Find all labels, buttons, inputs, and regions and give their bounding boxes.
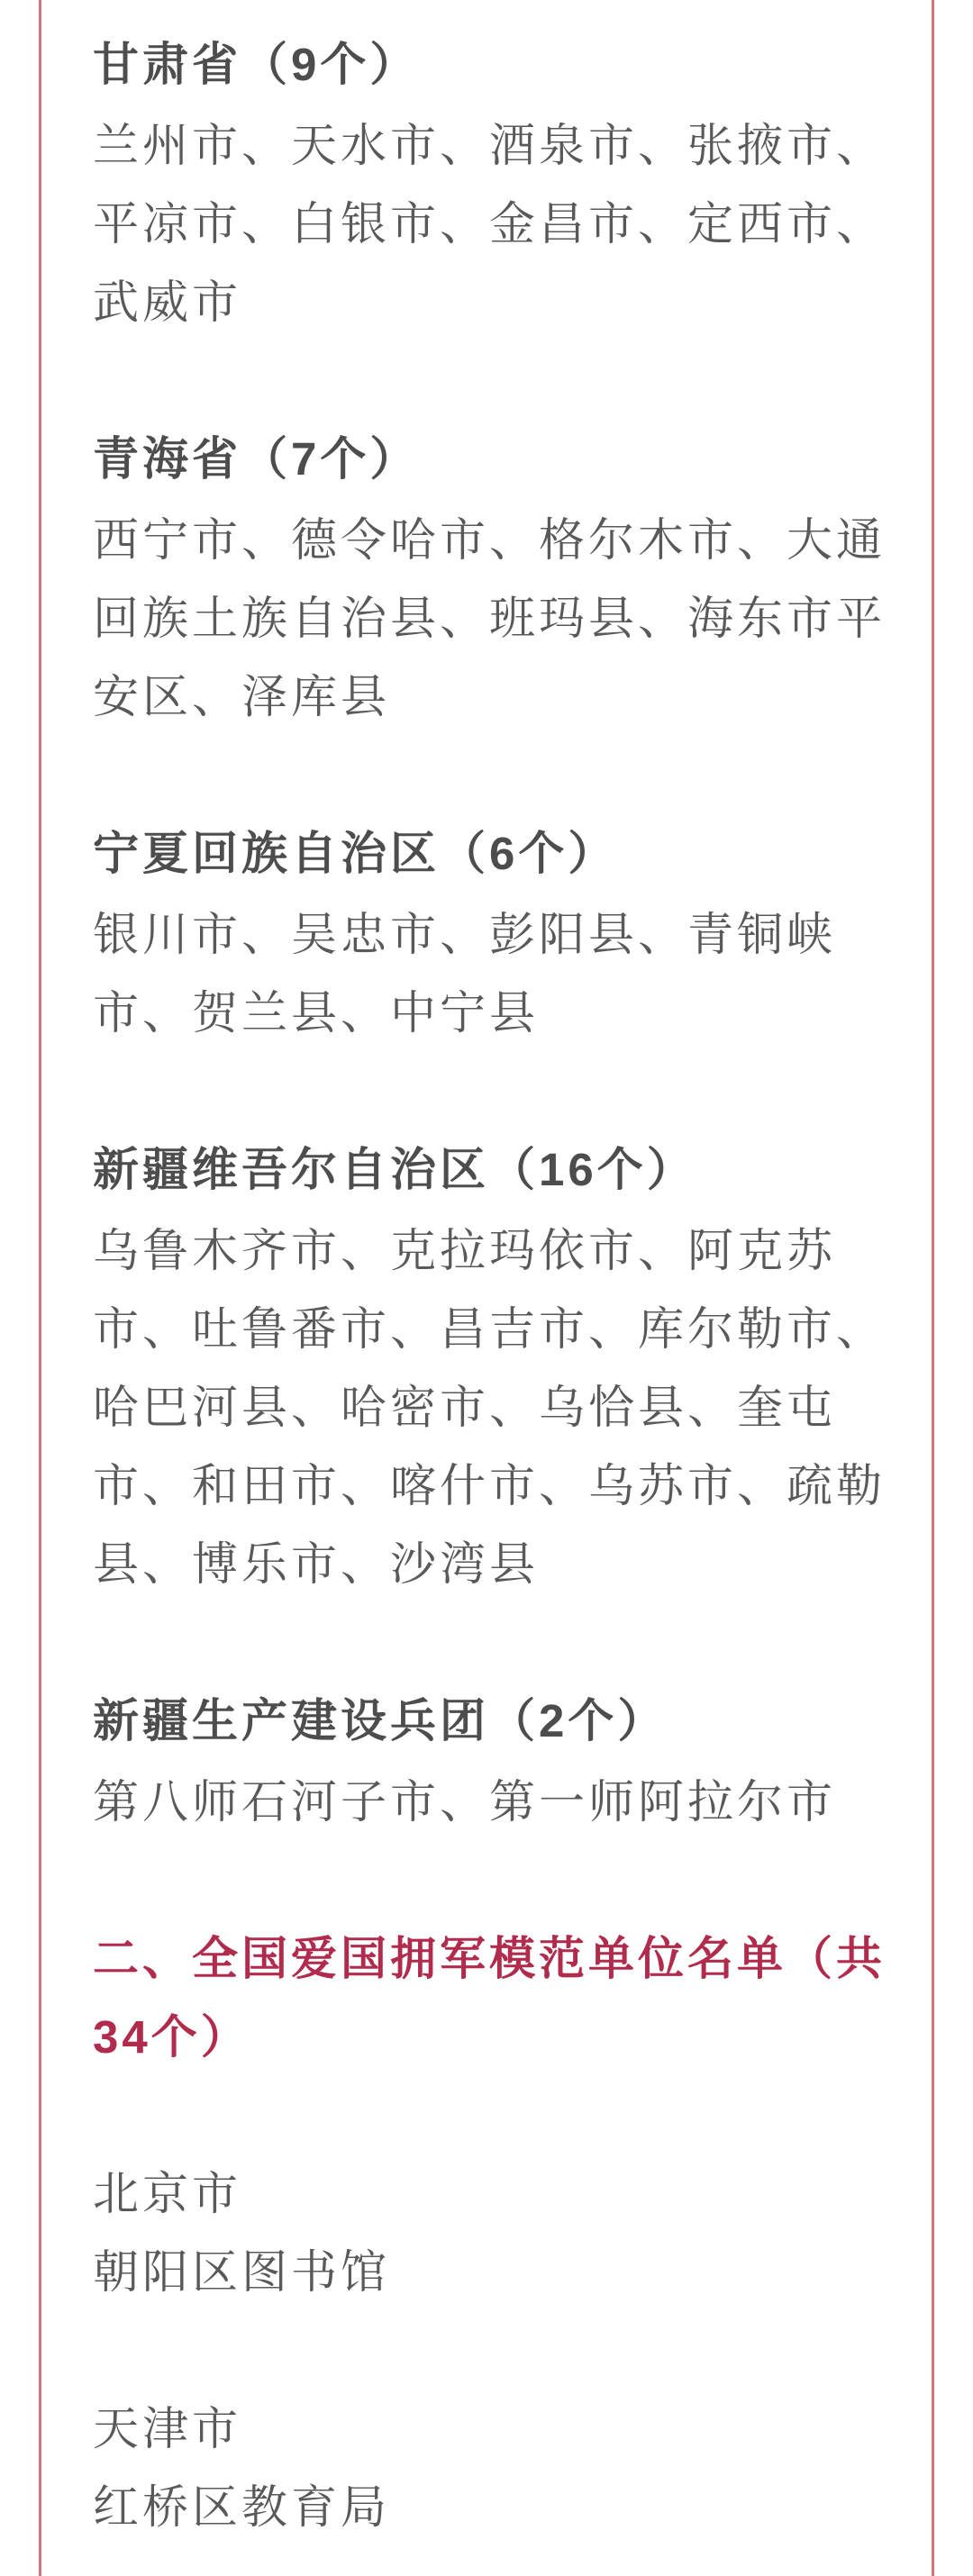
model-units-title-line: 二、全国爱国拥军模范单位名单（共	[93, 1933, 887, 1984]
city-list-line: 武威市	[93, 277, 242, 328]
city-list-line: 平凉市、白银市、金昌市、定西市、	[93, 198, 887, 249]
right-border-rule	[932, 0, 934, 2576]
unit-name: 朝阳区图书馆	[93, 2246, 391, 2298]
city-list-line: 西宁市、德令哈市、格尔木市、大通	[93, 514, 887, 566]
city-list-line: 市、贺兰县、中宁县	[93, 987, 540, 1039]
model-units-title-line: 34个）	[93, 2011, 250, 2063]
unit-region: 天津市	[93, 2403, 242, 2454]
province-heading: 青海省（7个）	[93, 433, 420, 485]
province-section-ningxia	[93, 814, 908, 1052]
article-content	[93, 25, 908, 2546]
province-section-gansu	[93, 25, 908, 341]
city-list-line: 回族土族自治县、班玛县、海东市平	[93, 593, 887, 644]
city-list-line: 银川市、吴忠市、彭阳县、青铜峡	[93, 909, 837, 960]
city-list-line: 安区、泽库县	[93, 671, 391, 722]
province-heading: 新疆维吾尔自治区（16个）	[93, 1144, 696, 1195]
city-list-line: 兰州市、天水市、酒泉市、张掖市、	[93, 120, 887, 171]
province-section-xpcc	[93, 1682, 908, 1841]
city-list-line: 第八师石河子市、第一师阿拉尔市	[93, 1776, 837, 1828]
unit-group-tianjin	[93, 2390, 908, 2546]
province-heading: 宁夏回族自治区（6个）	[93, 828, 618, 879]
province-heading: 甘肃省（9个）	[93, 39, 420, 90]
left-border-rule	[39, 0, 41, 2576]
city-list-line: 乌鲁木齐市、克拉玛依市、阿克苏	[93, 1225, 837, 1276]
unit-group-beijing	[93, 2154, 908, 2311]
unit-region: 北京市	[93, 2168, 242, 2219]
city-list-line: 市、吐鲁番市、昌吉市、库尔勒市、	[93, 1303, 887, 1355]
unit-name: 红桥区教育局	[93, 2481, 391, 2533]
province-heading: 新疆生产建设兵团（2个）	[93, 1695, 668, 1746]
city-list-line: 县、博乐市、沙湾县	[93, 1538, 540, 1590]
city-list-line: 市、和田市、喀什市、乌苏市、疏勒	[93, 1460, 887, 1511]
province-section-xinjiang	[93, 1130, 908, 1603]
model-units-title	[93, 1919, 908, 2076]
province-section-qinghai	[93, 420, 908, 736]
city-list-line: 哈巴河县、哈密市、乌恰县、奎屯	[93, 1382, 837, 1433]
